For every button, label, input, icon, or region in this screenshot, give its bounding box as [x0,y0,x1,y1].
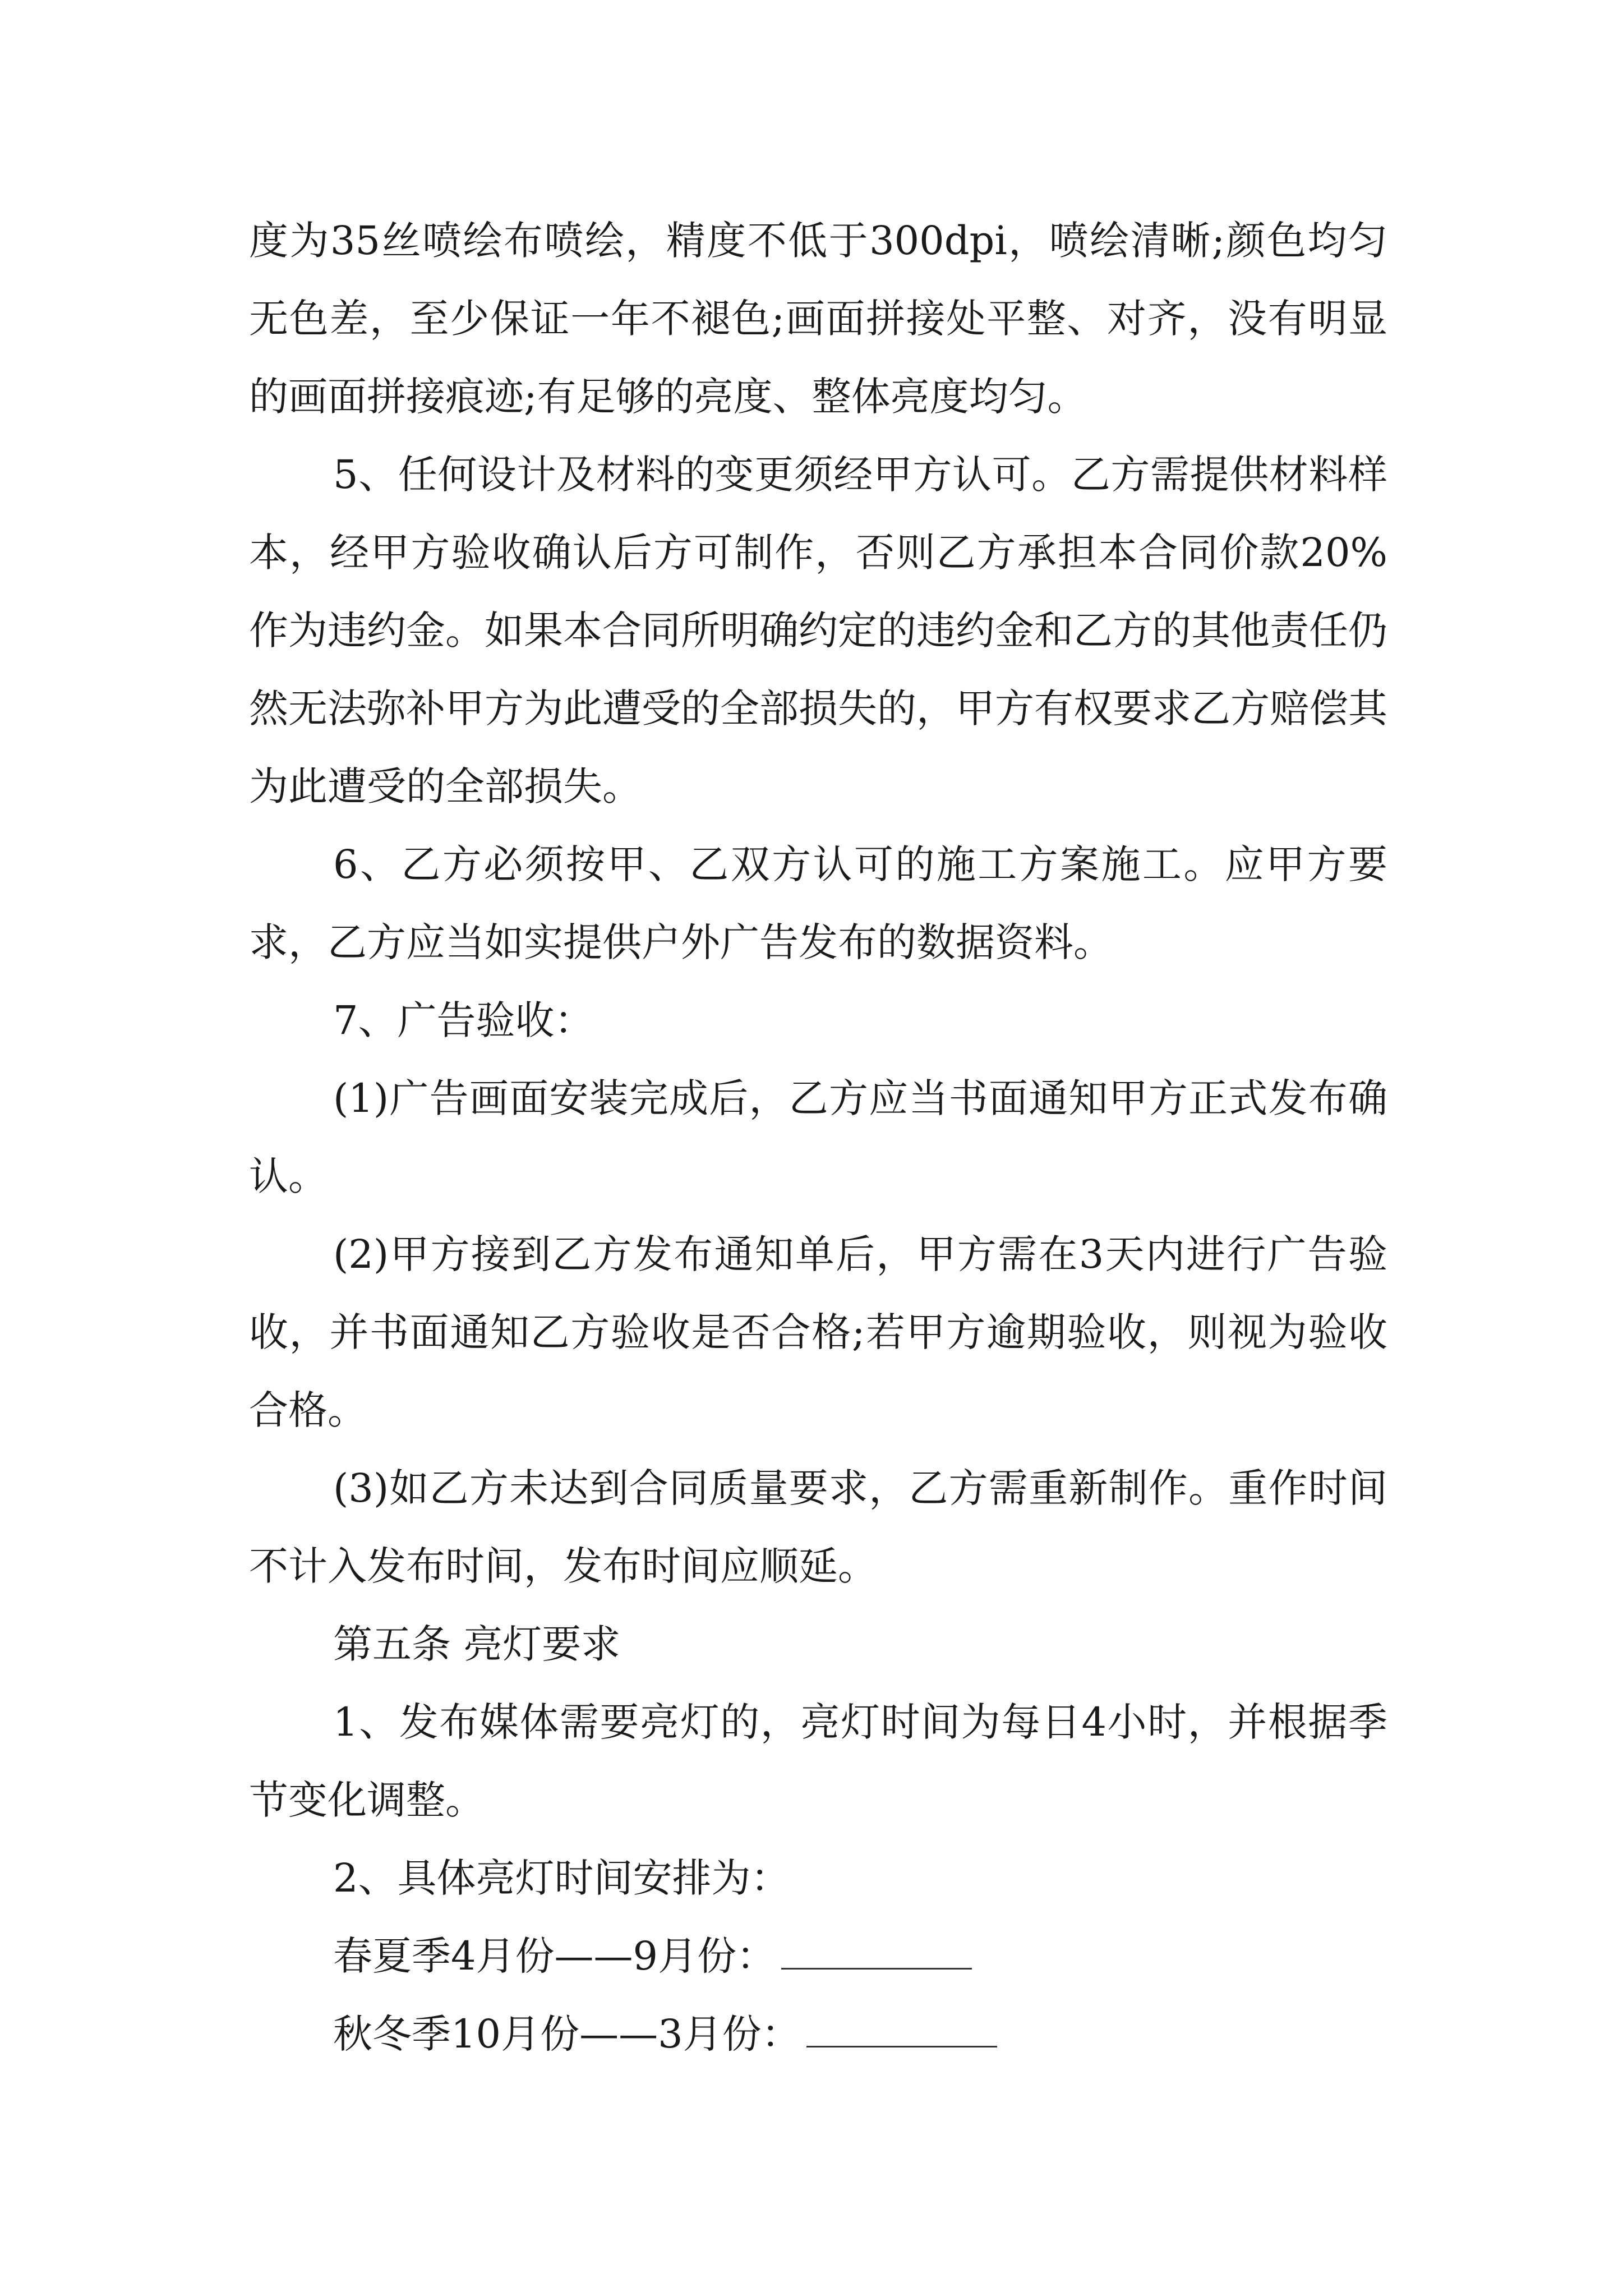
paragraph-acceptance-3: (3)如乙方未达到合同质量要求，乙方需重新制作。重作时间不计入发布时间，发布时间应顺延。 [249,1465,1387,1589]
paragraph-lighting-1: 1、发布媒体需要亮灯的，亮灯时间为每日4小时，并根据季节变化调整。 [249,1699,1387,1823]
paragraph-clause-7-heading: 7、广告验收： [333,997,594,1043]
lighting-schedule-autumn-winter [249,1995,1387,2073]
lighting-schedule-spring-summary [249,1917,1387,1995]
section-heading-article-5: 第五条 亮灯要求 [333,1621,621,1667]
paragraph-lighting-2: 2、具体亮灯时间安排为： [333,1855,790,1901]
paragraph-acceptance-1: (1)广告画面安装完成后，乙方应当书面通知甲方正式发布确认。 [249,1075,1387,1199]
spring-summer-label: 春夏季4月份——9月份： [333,1933,776,1979]
paragraph-clause-6: 6、乙方必须按甲、乙双方认可的施工方案施工。应甲方要求，乙方应当如实提供户外广告发布的数据资料。 [249,841,1387,965]
spring-summer-blank-field[interactable] [781,1934,972,1970]
autumn-winter-label: 秋冬季10月份——3月份： [333,2011,801,2057]
autumn-winter-blank-field[interactable] [806,2012,997,2047]
paragraph-clause-5: 5、任何设计及材料的变更须经甲方认可。乙方需提供材料样本，经甲方验收确认后方可制作，否则乙方承担本合同价款20%作为违约金。如果本合同所明确约定的违约金和乙方的其他责任仍然无法弥补甲方为此遭受的全部损失的，甲方有权要求乙方赔偿其为此遭受的全部损失。 [249,452,1387,809]
paragraph-acceptance-2: (2)甲方接到乙方发布通知单后，甲方需在3天内进行广告验收，并书面通知乙方验收是否合格;若甲方逾期验收，则视为验收合格。 [249,1231,1387,1433]
paragraph-spray-quality: 度为35丝喷绘布喷绘，精度不低于300dpi，喷绘清晰;颜色均匀无色差，至少保证一年不褪色;画面拼接处平整、对齐，没有明显的画面拼接痕迹;有足够的亮度、整体亮度均匀。 [249,218,1387,420]
document-body [249,202,1387,2073]
